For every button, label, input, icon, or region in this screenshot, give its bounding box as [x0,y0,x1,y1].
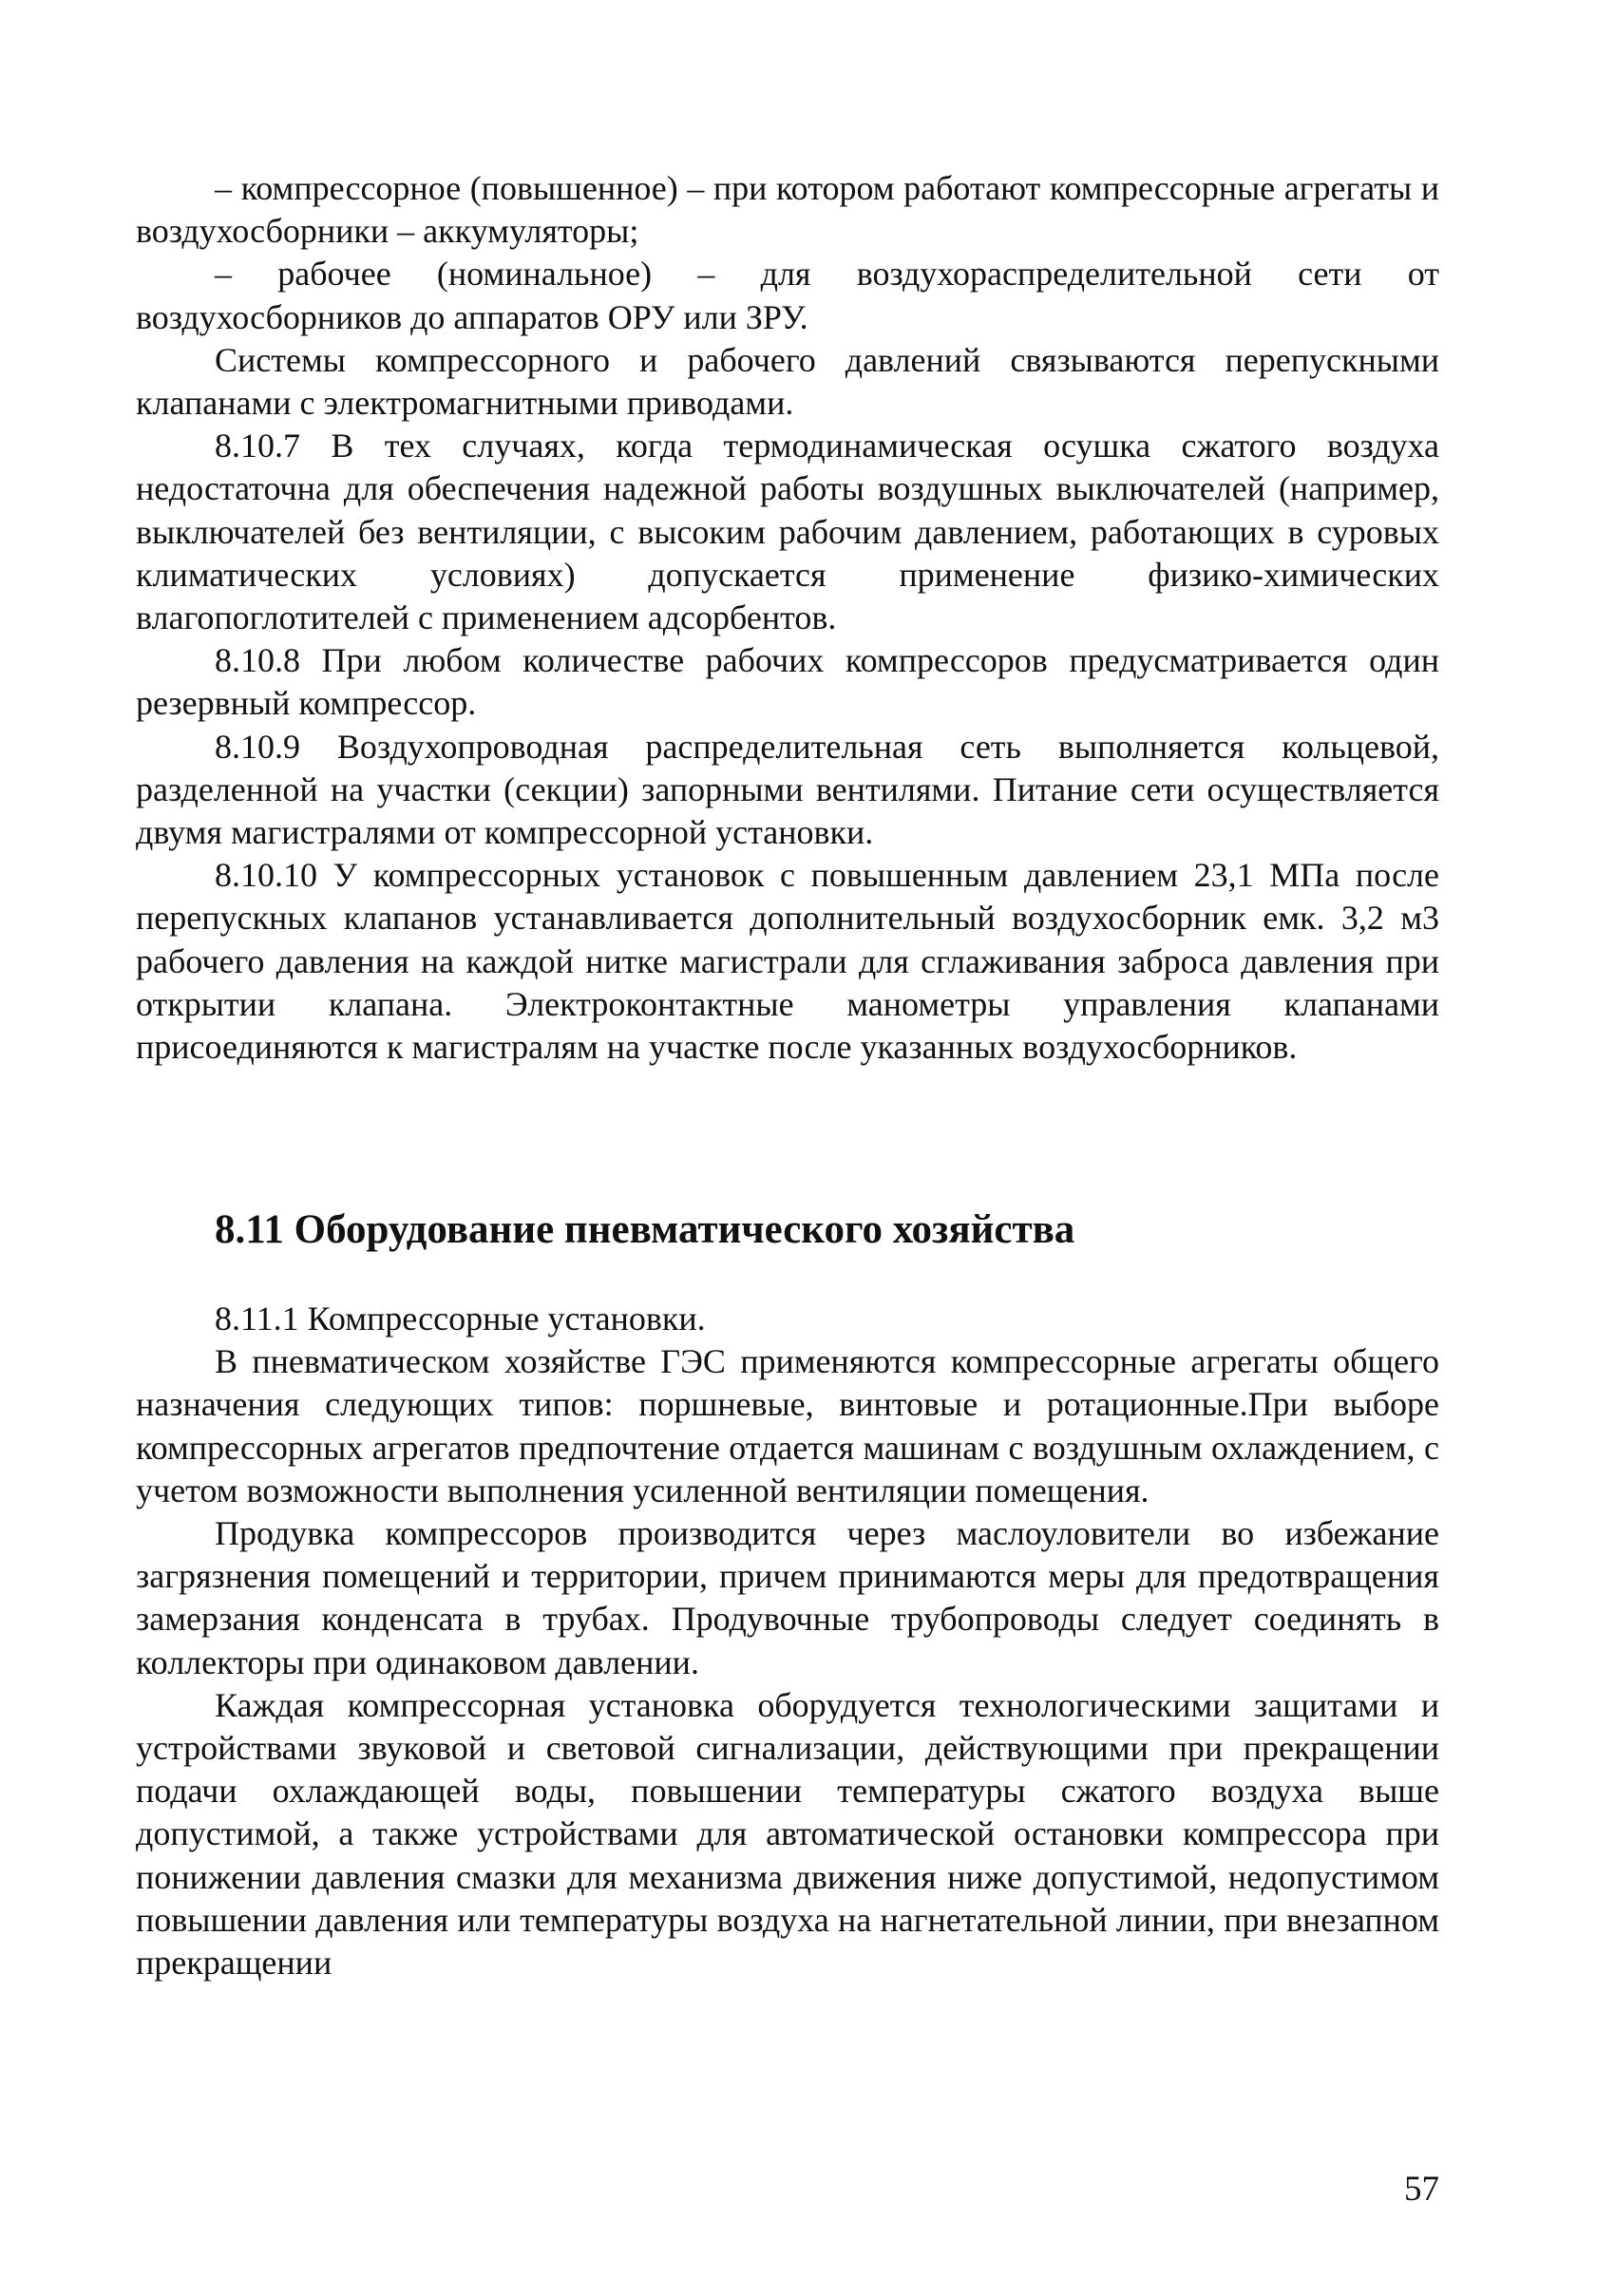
intro-text-block [136,167,1439,1069]
paragraph-8-10-8: 8.10.8 При любом количестве рабочих компрессоров предусматривается один резервный компрессор. [136,641,1439,723]
section-text-block [136,1298,1439,1984]
page-number: 57 [1404,2170,1439,2209]
paragraph-8-11-1: 8.11.1 Компрессорные установки. [215,1300,706,1338]
paragraph-compressor-types: В пневматическом хозяйстве ГЭС применяются компрессорные агрегаты общего назначения следующих типов: поршневые, винтовые и ротационные.При выборе компрессорных агрегатов предпочтение отдается машинам с воздушным охлаждением, с учетом возможности выполнения усиленной вентиляции помещения. [136,1342,1439,1509]
section-heading: 8.11 Оборудование пневматического хозяйства [215,1207,1075,1252]
paragraph-pressure-systems: Системы компрессорного и рабочего давлений связываются перепускными клапанами с электромагнитными приводами. [136,340,1439,423]
paragraph-compressor-purging: Продувка компрессоров производится через маслоуловители во избежание загрязнения помещений и территории, причем принимаются меры для предотвращения замерзания конденсата в трубах. Продувочные трубопроводы следует соединять в коллекторы при одинаковом давлении. [136,1514,1439,1681]
paragraph-working-pressure: – рабочее (номинальное) – для воздухораспределительной сети от воздухосборников до аппаратов ОРУ или ЗРУ. [136,255,1439,336]
paragraph-compressor-protection: Каждая компрессорная установка оборудуется технологическими защитами и устройствами звуковой и световой сигнализации, действующими при прекращении подачи охлаждающей воды, повышении температуры сжатого воздуха выше допустимой, а также устройствами для автоматической остановки компрессора при понижении давления смазки для механизма движения ниже допустимой, недопустимом повышении давления или температуры воздуха на нагнетательной линии, при внезапном прекращении [136,1685,1439,1983]
paragraph-8-10-10: 8.10.10 У компрессорных установок с повышенным давлением 23,1 МПа после перепускных клапанов устанавливается дополнительный воздухосборник емк. 3,2 м3 рабочего давления на каждой нитке магистрали для сглаживания заброса давления при открытии клапана. Электроконтактные манометры управления клапанами присоединяются к магистралям на участке после указанных воздухосборников. [136,856,1439,1067]
paragraph-8-10-9: 8.10.9 Воздухопроводная распределительная сеть выполняется кольцевой, разделенной на участки (секции) запорными вентилями. Питание сети осуществляется двумя магистралями от компрессорной установки. [136,727,1439,852]
paragraph-compressor-pressure: – компрессорное (повышенное) – при котором работают компрессорные агрегаты и воздухосборники – аккумуляторы; [136,169,1439,251]
paragraph-8-10-7: 8.10.7 В тех случаях, когда термодинамическая осушка сжатого воздуха недостаточна для обеспечения надежной работы воздушных выключателей (например, выключателей без вентиляции, с высоким рабочим давлением, работающих в суровых климатических условиях) допускается применение физико-химических влагопоглотителей с применением адсорбентов. [136,427,1439,637]
